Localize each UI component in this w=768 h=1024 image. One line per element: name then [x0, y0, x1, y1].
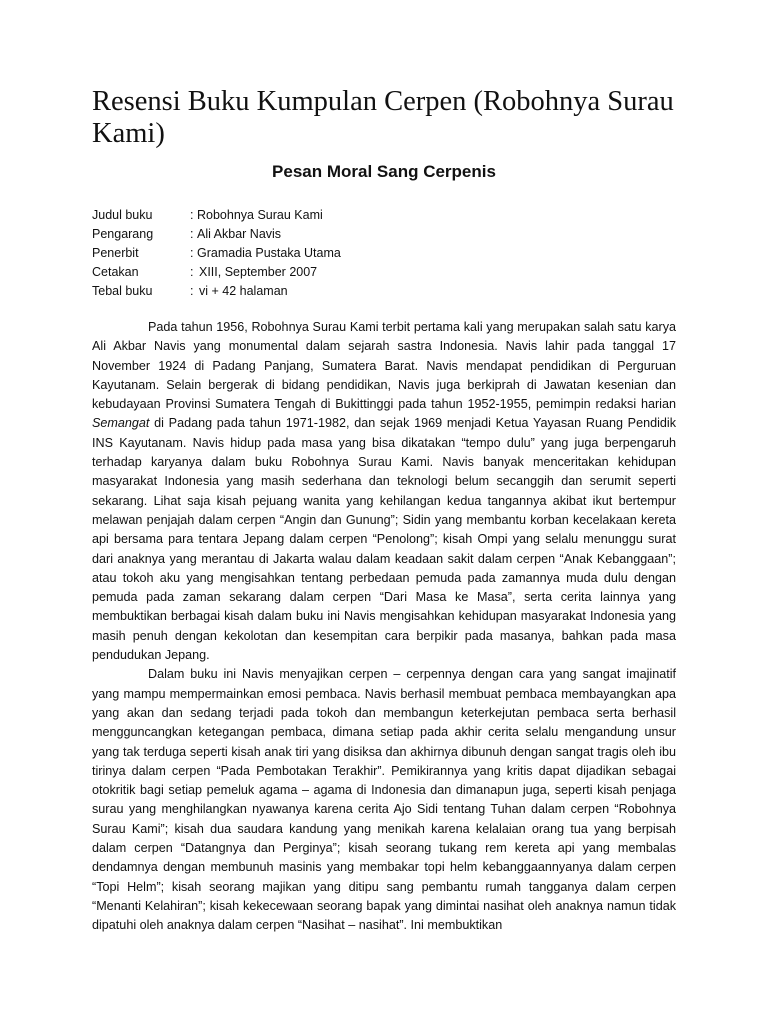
review-body [92, 318, 676, 936]
book-info-colon: : [190, 246, 194, 260]
book-info-value: Robohnya Surau Kami [197, 208, 323, 222]
paragraph-1-text-b: di Padang pada tahun 1971-1982, dan sejak 1969 menjadi Ketua Yayasan Ruang Pendidik INS Kayutanam. Navis hidup pada masa yang bisa dikatakan “tempo dulu” yang juga berpengaruh terhadap karyanya dalam buku Robohnya Surau Kami. Navis banyak menceritakan kehidupan masyarakat Indonesia yang masih sederhana dan teknologi belum secanggih dan serumit seperti sekarang. Lihat saja kisah pejuang wanita yang kehilangan kedua tangannya akibat ikut bertempur melawan penjajah dalam cerpen “Angin dan Gunung”; Sidin yang membantu korban kecelakaan kereta api bersama para tentara Jepang dalam cerpen “Penolong”; kisah Ompi yang selalu menunggu surat dari anaknya yang merantau di Jakarta walau dalam keadaan sakit dalam cerpen “Anak Kebanggaan”; atau tokoh aku yang mengisahkan tentang perbedaan pemuda pada zamannya muda dulu dengan pemuda pada zaman sekarang dalam cerpen “Dari Masa ke Masa”, serta cerita lainnya yang membuktikan berbagai kisah dalam buku ini Navis mengisahkan kehidupan masyarakat Indonesia yang masih penuh dengan kekolotan dan kesempitan cara berpikir pada masanya, bahkan pada masa pendudukan Jepang. [92, 416, 676, 663]
book-info-row [92, 263, 341, 282]
book-info-value: XIII, September 2007 [199, 265, 318, 279]
book-info-value: Ali Akbar Navis [197, 227, 282, 241]
book-info-row [92, 282, 341, 301]
paragraph-1 [92, 318, 676, 665]
book-info-colon: : [190, 227, 194, 241]
book-info-label: Pengarang [92, 227, 154, 241]
book-info-table [92, 206, 341, 301]
book-info-label: Judul buku [92, 208, 153, 222]
book-info-colon: : [190, 265, 194, 279]
book-info-value: vi + 42 halaman [199, 284, 288, 298]
book-info-colon: : [190, 208, 194, 222]
book-info-row [92, 206, 341, 225]
book-info-value: Gramadia Pustaka Utama [197, 246, 341, 260]
document-title: Resensi Buku Kumpulan Cerpen (Robohnya Surau Kami) [92, 86, 674, 149]
book-info-row [92, 225, 341, 244]
newspaper-name: Semangat [92, 416, 150, 431]
document-subtitle: Pesan Moral Sang Cerpenis [272, 162, 496, 181]
book-info-label: Penerbit [92, 246, 139, 260]
book-info-label: Tebal buku [92, 284, 153, 298]
book-info-label: Cetakan [92, 265, 139, 279]
book-info-row [92, 244, 341, 263]
paragraph-1-text-a: Pada tahun 1956, Robohnya Surau Kami terbit pertama kali yang merupakan salah satu karya Ali Akbar Navis yang monumental dalam sejarah sastra Indonesia. Navis lahir pada tanggal 17 November 1924 di Padang Panjang, Sumatera Barat. Navis mendapat pendidikan di Perguruan Kayutanam. Selain bergerak di bidang pendidikan, Navis juga berkiprah di Jawatan kesenian dan kebudayaan Provinsi Sumatera Tengah di Bukittinggi pada tahun 1952-1955, pemimpin redaksi harian [92, 320, 676, 412]
paragraph-2: Dalam buku ini Navis menyajikan cerpen – cerpennya dengan cara yang sangat imajinatif yang mampu mempermainkan emosi pembaca. Navis berhasil membuat pembaca membayangkan apa yang akan dan sedang terjadi pada tokoh dan membangun keterkejutan pembaca serta berhasil mengguncangkan ketegangan pembaca, dimana setiap pada akhir cerita selalu mengandung unsur yang tak terduga seperti kisah anak tiri yang disiksa dan akhirnya dibunuh dengan sangat tragis oleh ibu tirinya dalam cerpen “Pada Pembotakan Terakhir”. Pemikirannya yang kritis dapat dijadikan sebagai otokritik bagi setiap pemeluk agama – agama di Indonesia dan dimanapun juga, seperti kisah penjaga surau yang menghilangkan nyawanya karena cerita Ajo Sidi tentang Tuhan dalam cerpen “Robohnya Surau Kami”; kisah dua saudara kandung yang menikah karena kelalaian orang tua yang berpisah dalam cerpen “Datangnya dan Perginya”; kisah seorang tukang rem kereta api yang membalas dendamnya dengan membunuh masinis yang membakar topi helm kebanggaannyanya dalam cerpen “Topi Helm”; kisah seorang majikan yang ditipu sang pembantu rumah tangganya dalam cerpen “Menanti Kelahiran”; kisah kekecewaan seorang bapak yang dimintai nasihat oleh anaknya namun tidak dipatuhi oleh anaknya dalam cerpen “Nasihat – nasihat”. Ini membuktikan [92, 667, 676, 933]
book-info-colon: : [190, 284, 194, 298]
